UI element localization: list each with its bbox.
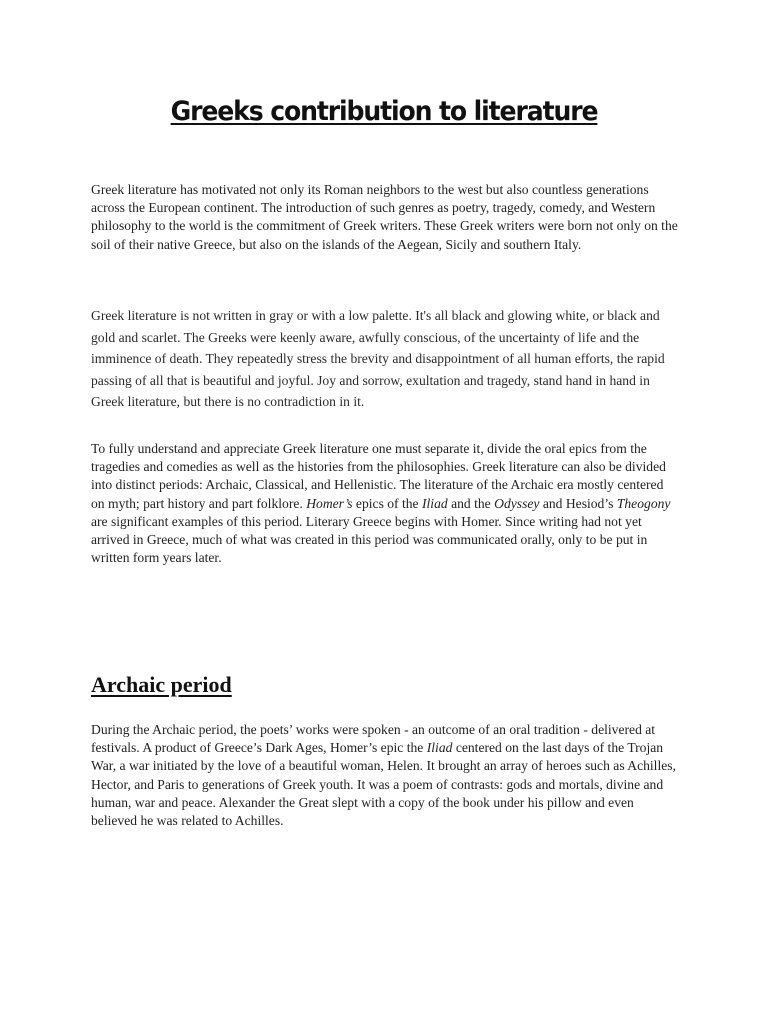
paragraph-periods-text: are significant examples of this period. Literary Greece begins with Homer. Since writing had not yet arrived in Greece, much of what was created in this period was communicated orally, only to be put in written form years later. bbox=[91, 513, 648, 566]
italic-homers: Homer’s bbox=[306, 495, 353, 511]
paragraph-archaic bbox=[91, 721, 679, 830]
paragraph-periods-text: To fully understand and appreciate Greek literature one must separate it, divide the oral epics from the tragedies and comedies as well as the histories from the philosophies. Greek literature can also be divided into distinct periods: Archaic, Classical, and Hellenistic. The literature of the Archaic era mostly centered on myth; part history and part folklore. bbox=[91, 441, 666, 511]
paragraph-intro: Greek literature has motivated not only its Roman neighbors to the west but also countless generations across the European continent. The introduction of such genres as poetry, tragedy, comedy, and Western philosophy to the world is the commitment of Greek writers. These Greek writers were born not only on the soil of their native Greece, but also on the islands of the Aegean, Sicily and southern Italy. bbox=[91, 182, 678, 252]
paragraph-periods-text: epics of the bbox=[352, 495, 422, 511]
section-heading-archaic: Archaic period bbox=[91, 672, 232, 697]
italic-iliad: Iliad bbox=[422, 495, 448, 511]
paragraph-palette: Greek literature is not written in gray or with a low palette. It's all black and glowing white, or black and gold and scarlet. The Greeks were keenly aware, awfully conscious, of the uncertainty of life and the imminence of death. They repeatedly stress the brevity and disappointment of all human efforts, the rapid passing of all that is beautiful and joyful. Joy and sorrow, exultation and tragedy, stand hand in hand in Greek literature, but there is no contradiction in it. bbox=[91, 308, 665, 409]
paragraph-periods bbox=[91, 440, 679, 567]
italic-iliad: Iliad bbox=[426, 740, 453, 756]
document-title: Greeks contribution to literature bbox=[170, 96, 598, 127]
italic-odyssey: Odyssey bbox=[494, 495, 540, 511]
paragraph-periods-text: and Hesiod’s bbox=[539, 495, 617, 511]
paragraph-periods-text: and the bbox=[447, 495, 495, 511]
italic-theogony: Theogony bbox=[616, 495, 671, 511]
paragraph-archaic-text: During the Archaic period, the poets’ works were spoken - an outcome of an oral tradition - delivered at festivals. A product of Greece’s Dark Ages, Homer’s epic the bbox=[91, 722, 656, 756]
paragraph-archaic-text: centered on the last days of the Trojan War, a war initiated by the love of a beautiful woman, Helen. It brought an array of heroes such as Achilles, Hector, and Paris to generations of Greek youth. It was a poem of contrasts: gods and mortals, divine and human, war and peace. Alexander the Great slept with a copy of the book under his pillow and even believed he was related to Achilles. bbox=[91, 740, 676, 829]
